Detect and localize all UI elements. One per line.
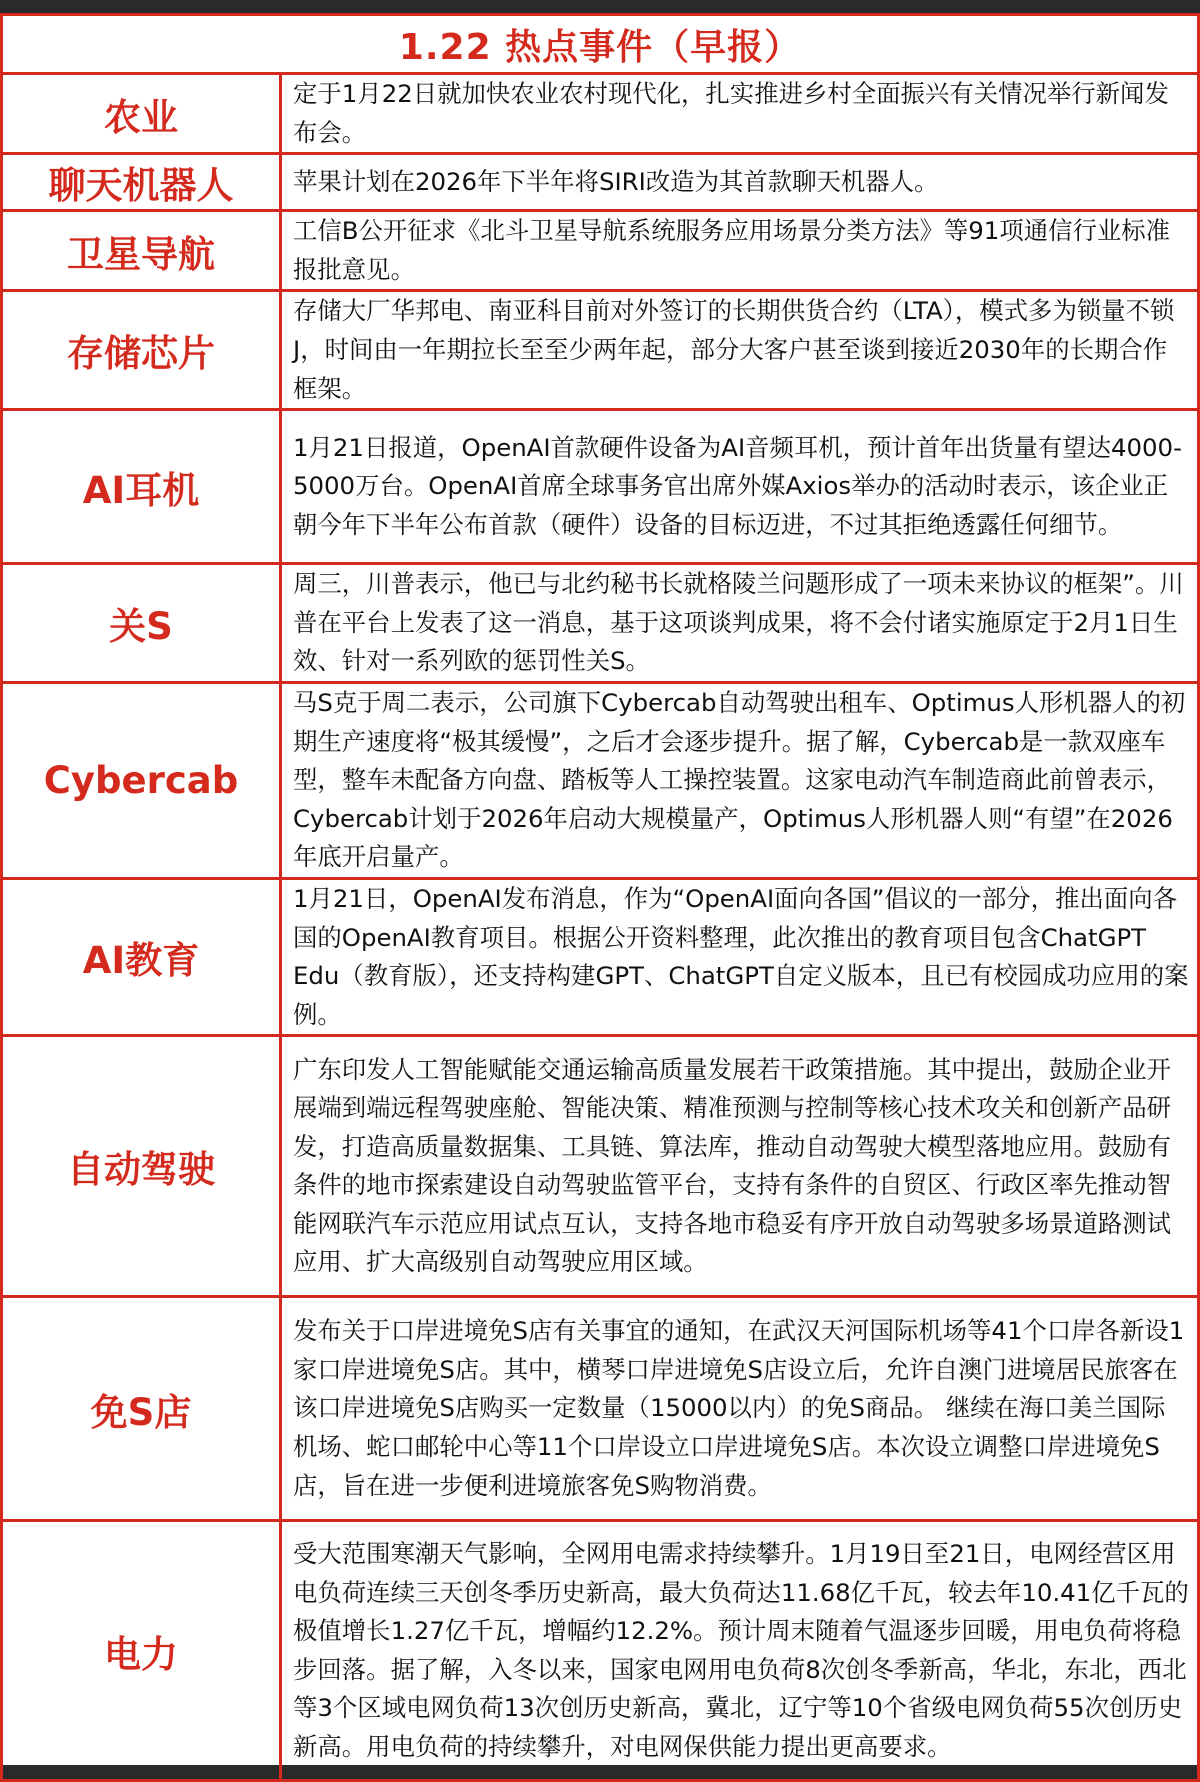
description-cell: 周三，川普表示，他已与北约秘书长就格陵兰问题形成了一项未来协议的框架”。川普在平台上发表了这一消息，基于这项谈判成果，将不会付诸实施原定于2月1日生效、针对一系列欧的惩罚性关S。 xyxy=(281,564,1199,683)
description-cell: 苹果计划在2026年下半年将SIRI改造为其首款聊天机器人。 xyxy=(281,154,1199,211)
table-row xyxy=(2,211,1199,291)
description-cell: 工信B公开征求《北斗卫星导航系统服务应用场景分类方法》等91项通信行业标准报批意见。 xyxy=(281,211,1199,291)
table-row xyxy=(2,291,1199,410)
description-cell: 存储大厂华邦电、南亚科目前对外签订的长期供货合约（LTA），模式多为锁量不锁J，时间由一年期拉长至至少两年起，部分大客户甚至谈到接近2030年的长期合作框架。 xyxy=(281,291,1199,410)
news-sheet xyxy=(0,13,1200,1765)
description-cell: 马S克于周二表示，公司旗下Cybercab自动驾驶出租车、Optimus人形机器人的初期生产速度将“极其缓慢”，之后才会逐步提升。据了解，Cybercab是一款双座车型，整车未配备方向盘、踏板等人工操控装置。这家电动汽车制造商此前曾表示，Cybercab计划于2026年启动大规模量产，Optimus人形机器人则“有望”在2026年底开启量产。 xyxy=(281,682,1199,878)
table-row xyxy=(2,1521,1199,1781)
table-row xyxy=(2,564,1199,683)
category-cell: 存储芯片 xyxy=(2,291,281,410)
category-cell: 聊天机器人 xyxy=(2,154,281,211)
category-cell: 自动驾驶 xyxy=(2,1036,281,1297)
category-cell: 电力 xyxy=(2,1521,281,1781)
table-row xyxy=(2,74,1199,154)
category-cell: 卫星导航 xyxy=(2,211,281,291)
description-cell: 1月21日，OpenAI发布消息，作为“OpenAI面向各国”倡议的一部分，推出面向各国的OpenAI教育项目。根据公开资料整理，此次推出的教育项目包含ChatGPT Edu（教育版），还支持构建GPT、ChatGPT自定义版本，且已有校园成功应用的案例。 xyxy=(281,878,1199,1035)
description-cell: 受大范围寒潮天气影响，全网用电需求持续攀升。1月19日至21日，电网经营区用电负荷连续三天创冬季历史新高，最大负荷达11.68亿千瓦，较去年10.41亿千瓦的极值增长1.27亿千瓦，增幅约12.2%。预计周末随着气温逐步回暖，用电负荷将稳步回落。据了解，入冬以来，国家电网用电负荷8次创冬季新高，华北，东北，西北等3个区域电网负荷13次创历史新高，冀北，辽宁等10个省级电网负荷55次创历史新高。用电负荷的持续攀升，对电网保供能力提出更高要求。 xyxy=(281,1521,1199,1781)
description-cell: 定于1月22日就加快农业农村现代化，扎实推进乡村全面振兴有关情况举行新闻发布会。 xyxy=(281,74,1199,154)
category-cell: AI教育 xyxy=(2,878,281,1035)
category-cell: 农业 xyxy=(2,74,281,154)
category-cell: 关S xyxy=(2,564,281,683)
table-row xyxy=(2,154,1199,211)
table-row xyxy=(2,878,1199,1035)
table-row xyxy=(2,410,1199,564)
table-row xyxy=(2,1297,1199,1521)
description-cell: 1月21日报道，OpenAI首款硬件设备为AI音频耳机，预计首年出货量有望达4000-5000万台。OpenAI首席全球事务官出席外媒Axios举办的活动时表示，该企业正朝今年下半年公布首款（硬件）设备的目标迈进，不过其拒绝透露任何细节。 xyxy=(281,410,1199,564)
description-cell: 发布关于口岸进境免S店有关事宜的通知，在武汉天河国际机场等41个口岸各新设1家口岸进境免S店。其中，横琴口岸进境免S店设立后，允许自澳门进境居民旅客在该口岸进境免S店购买一定数量（15000以内）的免S商品。 继续在海口美兰国际机场、蛇口邮轮中心等11个口岸设立口岸进境免S店。本次设立调整口岸进境免S店，旨在进一步便利进境旅客免S购物消费。 xyxy=(281,1297,1199,1521)
table-row xyxy=(2,1036,1199,1297)
category-cell: 免S店 xyxy=(2,1297,281,1521)
page-title-bar xyxy=(0,13,1200,75)
events-table xyxy=(0,72,1200,1782)
category-cell: AI耳机 xyxy=(2,410,281,564)
description-cell: 广东印发人工智能赋能交通运输高质量发展若干政策措施。其中提出，鼓励企业开展端到端远程驾驶座舱、智能决策、精准预测与控制等核心技术攻关和创新产品研发，打造高质量数据集、工具链、算法库，推动自动驾驶大模型落地应用。鼓励有条件的地市探索建设自动驾驶监管平台，支持有条件的自贸区、行政区率先推动智能网联汽车示范应用试点互认，支持各地市稳妥有序开放自动驾驶多场景道路测试应用、扩大高级别自动驾驶应用区域。 xyxy=(281,1036,1199,1297)
page-title: 1.22 热点事件（早报） xyxy=(398,26,802,68)
table-row xyxy=(2,682,1199,878)
category-cell: Cybercab xyxy=(2,682,281,878)
